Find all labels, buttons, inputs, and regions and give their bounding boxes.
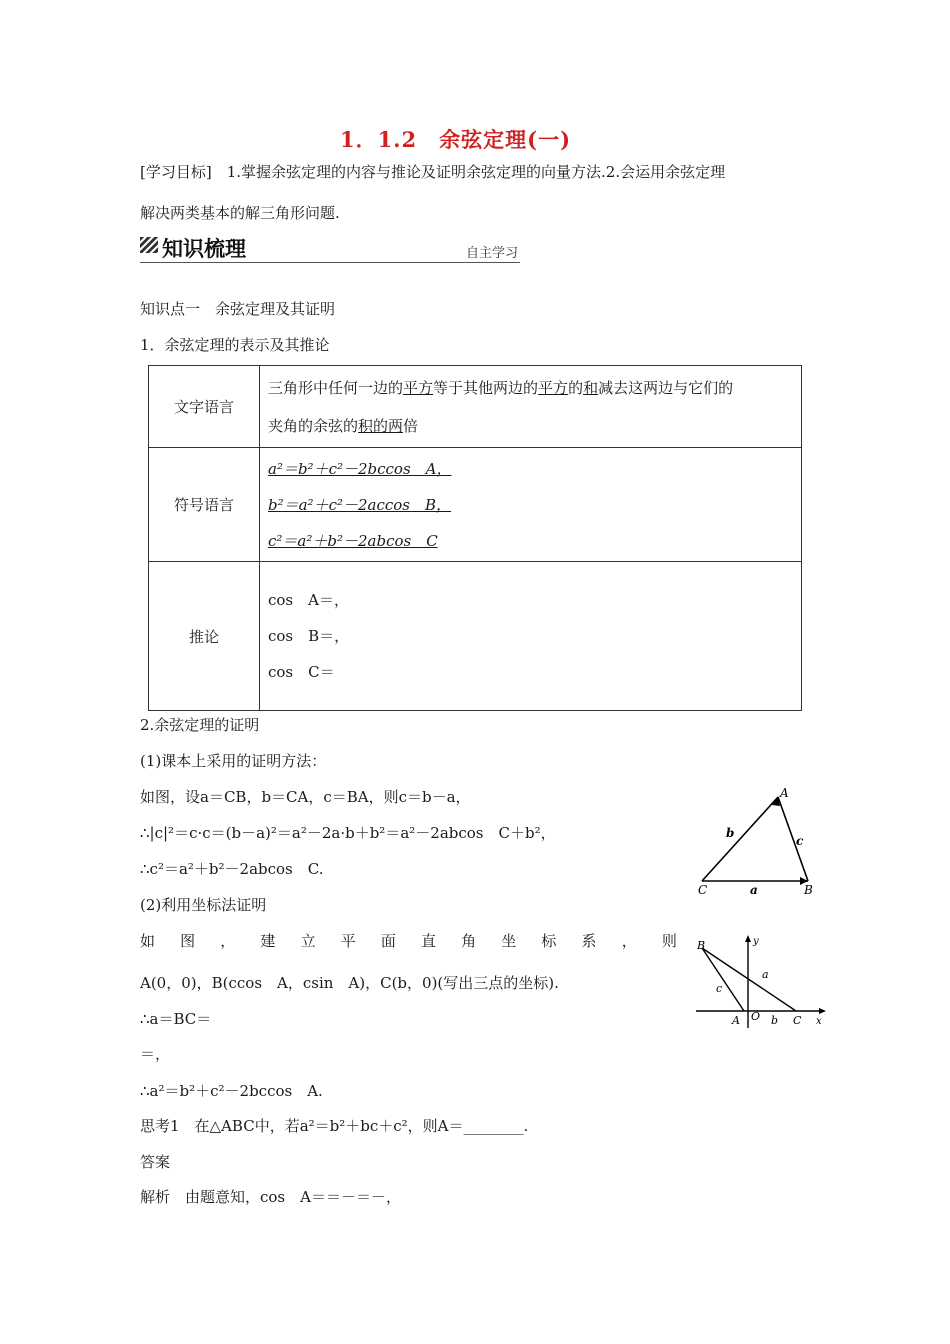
side-c-line xyxy=(778,797,808,881)
corollary-line-1: cos A＝， xyxy=(268,591,349,609)
row-content-corollary xyxy=(260,562,802,711)
proof-2-line-1-char: 坐 xyxy=(501,932,517,950)
section-title: 知识梳理 xyxy=(162,237,246,261)
text-language-line-1-segment: 的 xyxy=(568,378,584,397)
label-b: b xyxy=(771,1014,779,1027)
proof-1-heading: (1)课本上采用的证明方法： xyxy=(140,752,327,770)
side-c-line xyxy=(702,948,744,1011)
table-row-symbol xyxy=(149,448,802,562)
label-B: B xyxy=(697,939,706,952)
proof-2-line-3: ∴a＝BC＝ xyxy=(140,1010,212,1028)
y-axis-arrow-icon xyxy=(745,935,751,942)
proof-2-line-1-char: 标 xyxy=(541,932,557,950)
section-divider xyxy=(140,262,520,263)
objectives-line-2: 解决两类基本的解三角形问题. xyxy=(140,204,340,222)
text-language-line-2 xyxy=(260,407,801,445)
text-language-line-2-segment: 夹角的余弦的 xyxy=(268,416,359,435)
label-a: a xyxy=(762,968,769,981)
proof-2-heading: (2)利用坐标法证明 xyxy=(140,896,267,914)
side-a-line xyxy=(702,948,796,1011)
proof-2-line-1-char: 则 xyxy=(661,932,677,950)
subheading-1: 1．余弦定理的表示及其推论 xyxy=(140,336,330,354)
label-A: A xyxy=(780,786,789,800)
proof-2-line-1-char: 图 xyxy=(180,932,196,950)
proof-1-line-2: ∴|c|²＝c·c＝(b－a)²＝a²－2a·b＋b²＝a²－2abcos C＋b²， xyxy=(140,824,556,842)
coordinate-figure xyxy=(692,932,832,1032)
knowledge-point-heading: 知识点一 余弦定理及其证明 xyxy=(140,300,336,318)
proof-2-line-5: ∴a²＝b²＋c²－2bccos A. xyxy=(140,1082,323,1100)
row-content-symbol-language xyxy=(260,448,802,562)
text-language-line-1 xyxy=(260,369,801,407)
corollary-line-2: cos B＝， xyxy=(268,627,350,645)
row-label-symbol-language: 符号语言 xyxy=(149,448,260,562)
label-a: a xyxy=(750,883,758,897)
label-x: x xyxy=(816,1016,822,1027)
cosine-law-table xyxy=(148,365,802,711)
proof-2-line-1-char: 直 xyxy=(420,932,436,950)
proof-2-line-1-char: 面 xyxy=(380,932,396,950)
proof-2-line-1-char: 如 xyxy=(140,932,156,950)
stripe-icon xyxy=(140,237,158,253)
proof-2-line-1-char: 系 xyxy=(581,932,597,950)
think-question-1: 思考1 在△ABC中，若a²＝b²＋bc＋c²，则A＝________. xyxy=(140,1117,529,1135)
text-language-line-1-segment: 减去这两边与它们的 xyxy=(598,378,734,397)
symbol-line-3: c²＝a²＋b²－2abcos C xyxy=(268,531,438,550)
text-language-line-1-segment: 平方 xyxy=(538,378,569,397)
proof-2-line-1-char: 角 xyxy=(461,932,477,950)
text-language-line-1-segment: 三角形中任何一边的 xyxy=(268,378,404,397)
answer-label: 答案 xyxy=(140,1153,171,1171)
proof-2-line-2: A(0，0)，B(ccos A，csin A)，C(b，0)(写出三点的坐标). xyxy=(140,974,559,992)
text-language-line-1-segment: 平方 xyxy=(403,378,434,397)
subheading-2: 2.余弦定理的证明 xyxy=(140,716,260,734)
row-label-text-language: 文字语言 xyxy=(149,366,260,448)
analysis-text: 解析 由题意知，cos A＝＝－＝－， xyxy=(140,1188,401,1206)
label-C: C xyxy=(793,1014,802,1027)
x-axis-arrow-icon xyxy=(819,1008,826,1014)
proof-2-line-1-char: 立 xyxy=(300,932,316,950)
page-title: 1．1.2 余弦定理(一) xyxy=(340,127,572,152)
proof-1-line-3: ∴c²＝a²＋b²－2abcos C. xyxy=(140,860,324,878)
symbol-line-1: a²＝b²＋c²－2bccos A， xyxy=(268,459,452,478)
label-y: y xyxy=(753,936,759,947)
label-b: b xyxy=(726,826,735,840)
text-language-line-2-segment: 倍 xyxy=(403,416,419,435)
table-row-text xyxy=(149,366,802,448)
corollary-line-3: cos C＝ xyxy=(268,663,335,681)
text-language-line-1-segment: 等于其他两边的 xyxy=(433,378,539,397)
section-subtitle: 自主学习 xyxy=(465,246,518,261)
objectives-line-1: [学习目标] 1.掌握余弦定理的内容与推论及证明余弦定理的向量方法.2.会运用余弦定理 xyxy=(140,163,726,181)
label-O: O xyxy=(751,1010,761,1023)
text-language-line-2-segment: 积的两 xyxy=(358,416,404,435)
side-b-line xyxy=(702,797,778,881)
proof-2-line-1-char: 平 xyxy=(340,932,356,950)
text-language-line-1-segment: 和 xyxy=(583,378,599,397)
row-content-text-language xyxy=(260,366,802,448)
label-B: B xyxy=(804,883,813,897)
row-label-corollary: 推论 xyxy=(149,562,260,711)
proof-2-line-1-char: ， xyxy=(621,932,637,950)
label-c: c xyxy=(796,834,804,848)
proof-2-line-1-char: ， xyxy=(220,932,236,950)
label-C: C xyxy=(698,883,708,897)
label-A: A xyxy=(732,1014,740,1027)
section-bar xyxy=(140,233,520,263)
triangle-figure xyxy=(690,785,830,905)
label-c: c xyxy=(716,982,723,995)
proof-1-line-1: 如图，设a＝CB，b＝CA，c＝BA，则c＝b－a， xyxy=(140,788,471,806)
proof-2-line-4: ＝， xyxy=(140,1045,171,1063)
table-row-corollary xyxy=(149,562,802,711)
proof-2-line-1-char: 建 xyxy=(260,932,276,950)
symbol-line-2: b²＝a²＋c²－2accos B， xyxy=(268,495,452,514)
proof-2-line-1 xyxy=(140,930,677,951)
